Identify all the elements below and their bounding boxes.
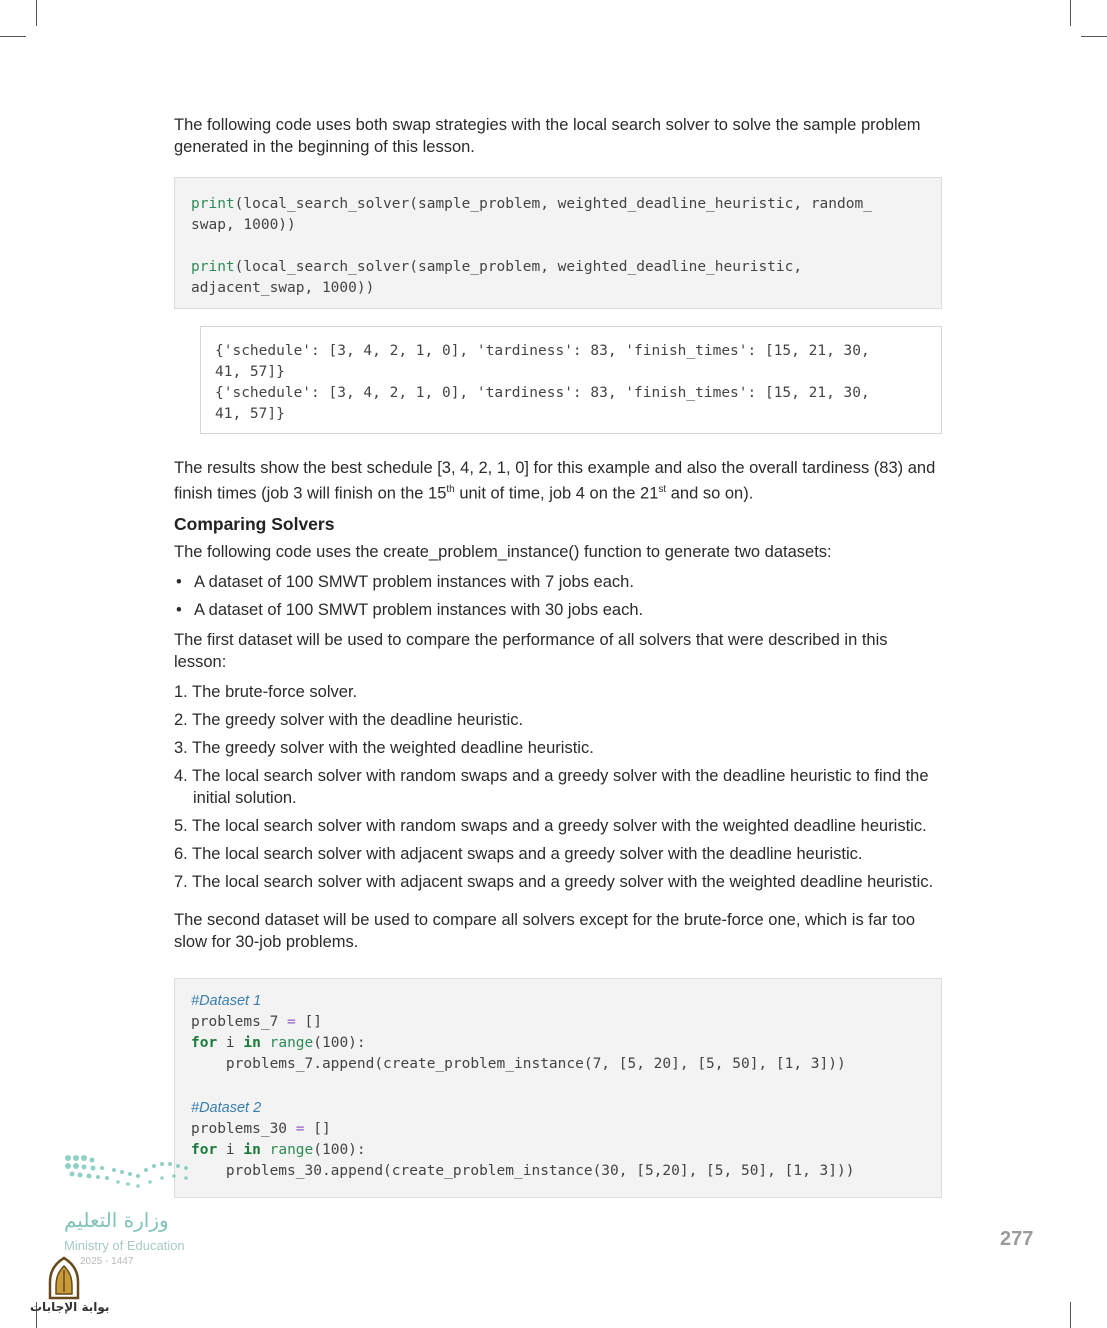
comparing-solvers-section: [174, 514, 944, 953]
first-dataset-paragraph: The first dataset will be used to compare the performance of all solvers that were described in this lesson:: [174, 631, 888, 671]
list-item: 7. The local search solver with adjacent swaps and a greedy solver with the weighted deadline heuristic.: [174, 873, 934, 891]
code-block-1: [174, 177, 942, 309]
list-item: 6. The local search solver with adjacent swaps and a greedy solver with the deadline heuristic.: [174, 845, 863, 863]
results-paragraph: [174, 457, 944, 505]
output-line: {'schedule': [3, 4, 2, 1, 0], 'tardiness': 83, 'finish_times': [15, 21, 30,: [215, 385, 870, 401]
ordinal-suffix: st: [658, 484, 667, 495]
ministry-logo-icon: [62, 1152, 202, 1196]
code-line: adjacent_swap, 1000)): [191, 280, 375, 296]
results-section: [174, 457, 944, 505]
in-keyword: in: [243, 1142, 261, 1158]
crop-mark: [1070, 0, 1071, 26]
second-dataset-paragraph: The second dataset will be used to compare all solvers except for the brute-force one, which is far too slow for 30-job problems.: [174, 911, 916, 951]
print-keyword: print: [191, 196, 235, 212]
operator: =: [295, 1121, 305, 1137]
results-text: unit of time, job 4 on the 21: [454, 484, 659, 503]
list-item: 4. The local search solver with random swaps and a greedy solver with the deadline heuristic to find the initial solution.: [174, 767, 929, 807]
code-line: [191, 1033, 941, 1054]
code-text: (local_search_solver(sample_problem, weighted_deadline_heuristic, random_: [234, 196, 872, 212]
operator: =: [287, 1014, 296, 1030]
code-line: [191, 1140, 941, 1161]
answers-portal-label: بوابة الإجابات: [30, 1300, 110, 1314]
code-text: []: [304, 1121, 331, 1137]
ministry-name-english: Ministry of Education: [64, 1238, 185, 1253]
range-function: range: [269, 1142, 314, 1158]
print-keyword: print: [191, 259, 235, 275]
list-item: 5. The local search solver with random swaps and a greedy solver with the weighted deadline heuristic.: [174, 817, 927, 835]
output-line: 41, 57]}: [215, 406, 285, 422]
solver-list: [174, 681, 944, 893]
list-item: • A dataset of 100 SMWT problem instances with 7 jobs each.: [174, 571, 944, 593]
crop-mark: [1070, 1302, 1071, 1328]
section-heading: Comparing Solvers: [174, 514, 335, 534]
ministry-years: 2025 - 1447: [80, 1256, 134, 1267]
code-line: swap, 1000)): [191, 217, 296, 233]
code-text: (local_search_solver(sample_problem, weighted_deadline_heuristic,: [234, 259, 803, 275]
code-text: i: [217, 1035, 244, 1051]
answers-portal-logo-icon: [44, 1256, 84, 1300]
list-item: 2. The greedy solver with the deadline heuristic.: [174, 711, 524, 729]
code-line: problems_7.append(create_problem_instance(7, [5, 20], [5, 50], [1, 3])): [191, 1056, 846, 1072]
code-text: i: [217, 1142, 244, 1158]
output-block: [200, 326, 942, 434]
ordinal-suffix: th: [446, 484, 455, 495]
code-text: []: [295, 1014, 322, 1030]
crop-mark: [0, 36, 26, 37]
intro-section: [174, 114, 944, 158]
output-line: {'schedule': [3, 4, 2, 1, 0], 'tardiness': 83, 'finish_times': [15, 21, 30,: [215, 343, 870, 359]
output-line: 41, 57]}: [215, 364, 285, 380]
section-intro: The following code uses the create_problem_instance() function to generate two datasets:: [174, 543, 832, 561]
code-block-2: [174, 978, 942, 1198]
code-text: problems_30: [191, 1121, 296, 1137]
code-line: problems_30.append(create_problem_instance(30, [5,20], [5, 50], [1, 3])): [191, 1163, 855, 1179]
crop-mark: [1081, 36, 1107, 37]
for-keyword: for: [191, 1142, 218, 1158]
list-item: 1. The brute-force solver.: [174, 683, 358, 701]
crop-mark: [36, 0, 37, 26]
ministry-name-arabic: وزارة التعليم: [64, 1208, 169, 1232]
range-function: range: [269, 1035, 314, 1051]
code-text: (100):: [313, 1035, 366, 1051]
code-comment: #Dataset 1: [191, 993, 262, 1009]
results-text: and so on).: [666, 484, 754, 503]
code-text: problems_7: [191, 1014, 288, 1030]
dataset-list: [174, 571, 944, 621]
code-comment: #Dataset 2: [191, 1100, 262, 1116]
for-keyword: for: [191, 1035, 218, 1051]
code-line: [191, 1012, 941, 1033]
list-item: 3. The greedy solver with the weighted deadline heuristic.: [174, 739, 594, 757]
list-item: • A dataset of 100 SMWT problem instances with 30 jobs each.: [174, 599, 944, 621]
code-line: [191, 257, 941, 278]
in-keyword: in: [243, 1035, 261, 1051]
code-text: (100):: [313, 1142, 366, 1158]
code-line: [191, 1119, 941, 1140]
code-line: [191, 194, 941, 215]
results-text: The results show the best schedule [3, 4, 2, 1, 0] for this example and also the overall tardiness (83) and finish times (job 3 will finish on the 15: [174, 459, 936, 503]
page-number: 277: [1000, 1228, 1034, 1250]
intro-paragraph: The following code uses both swap strategies with the local search solver to solve the sample problem generated in the beginning of this lesson.: [174, 116, 921, 156]
